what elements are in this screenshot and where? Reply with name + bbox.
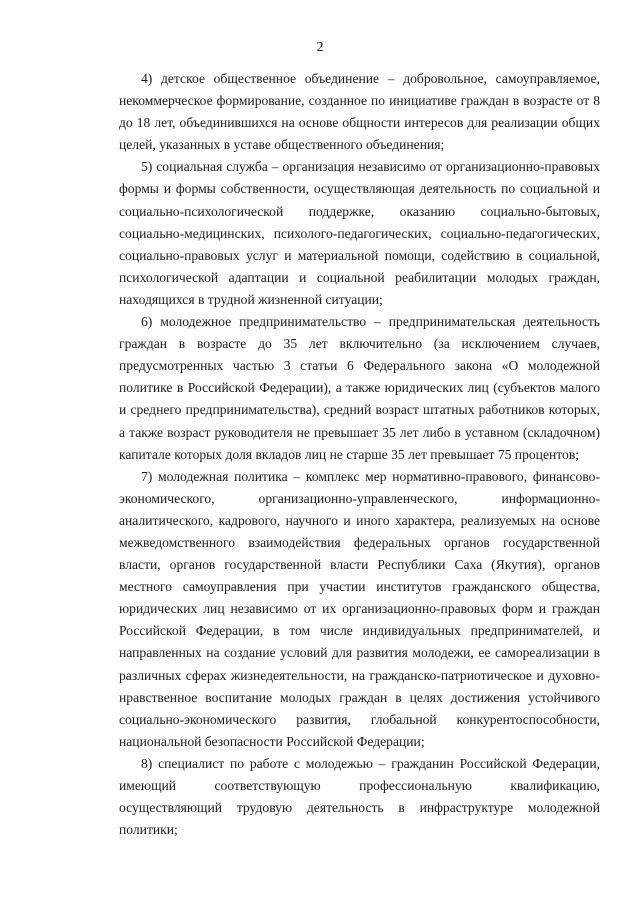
paragraph-item-8: 8) специалист по работе с молодежью – гражданин Российской Федерации, имеющий соответствующую профессиональную квалификацию, осуществляющий трудовую деятельность в инфраструктуре молодежной политики;: [119, 755, 600, 838]
paragraph-item-6: 6) молодежное предпринимательство – предпринимательская деятельность граждан в возрасте до 35 лет включительно (за исключением случаев, предусмотренных частью 3 статьи 6 Федерального закона «О молодежной политике в Российской Федерации), а также юридических лиц (субъектов малого и среднего предпринимательства), средний возраст штатных работников которых, а также возраст руководителя не превышает 35 лет либо в уставном (складочном) капитале которых доля вкладов лиц не старше 35 лет превышает 75 процентов;: [119, 314, 600, 462]
paragraph-item-4: 4) детское общественное объединение – добровольное, самоуправляемое, некоммерческое формирование, созданное по инициативе граждан в возрасте от 8 до 18 лет, объединившихся на основе общности интересов для реализации общих целей, указанных в уставе общественного объединения;: [119, 71, 600, 153]
document-body: [119, 68, 600, 841]
paragraph-item-7: 7) молодежная политика – комплекс мер нормативно-правового, финансово-экономического, организационно-управленческого, информационно-аналитического, кадрового, научного и иного характера, реализуемых на основе межведомственного взаимодействия федеральных органов государственной власти, органов государственной власти Республики Саха (Якутия), органов местного самоуправления при участии институтов гражданского общества, юридических лиц независимо от их организационно-правовых форм и граждан Российской Федерации, в том числе индивидуальных предпринимателей, и направленных на создание условий для развития молодежи, ее самореализации в различных сферах жизнедеятельности, на гражданско-патриотическое и духовно-нравственное воспитание молодых граждан в целях достижения устойчивого социально-экономического развития, глобальной конкурентоспособности, национальной безопасности Российской Федерации;: [119, 468, 600, 749]
paragraph-item-5: 5) социальная служба – организация независимо от организационно-правовых формы и формы собственности, осуществляющая деятельность по социальной и социально-психологической поддержке, оказанию социально-бытовых, социально-медицинских, психолого-педагогических, социально-педагогических, социально-правовых услуг и материальной помощи, содействию в социальной, психологической адаптации и социальной реабилитации молодых граждан, находящихся в трудной жизненной ситуации;: [119, 159, 600, 307]
page-number: 2: [316, 40, 324, 55]
